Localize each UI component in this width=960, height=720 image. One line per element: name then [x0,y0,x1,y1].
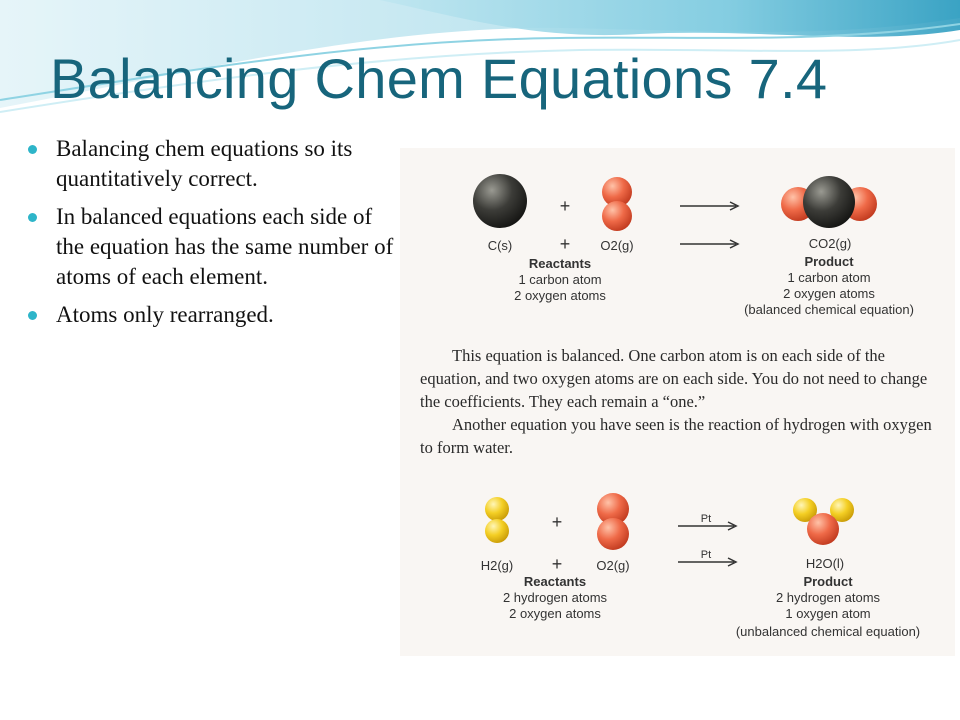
oxygen-atom-icon [807,513,839,545]
product-formula-label: CO2(g) [808,236,852,251]
reactants-heading: Reactants [528,256,592,271]
oxygen-formula-label: O2(g) [596,558,630,573]
hydrogen-atom-icon [485,519,509,543]
bullet-item: Atoms only rearranged. [26,300,396,330]
product-heading: Product [804,254,854,269]
carbon-atom-icon [803,176,855,228]
oxygen-atom-icon [602,201,632,231]
carbon-atom-icon [473,174,527,228]
bullet-list [26,134,396,338]
slide-title: Balancing Chem Equations 7.4 [50,47,828,110]
product-line: 1 carbon atom [787,270,871,285]
caption-paragraph: This equation is balanced. One carbon atom is on each side of the equation, and two oxygen atoms are on each side. You do not need to change the coefficients. They each remain a “one.” [420,346,928,411]
product-formula-label: H2O(l) [805,556,845,571]
product-heading: Product [803,574,853,589]
carbon-formula-label: C(s) [487,238,513,253]
textbook-figure [400,148,955,656]
plus-sign: + [559,196,571,216]
bullet-item: In balanced equations each side of the equation has the same number of atoms of each element. [26,202,396,292]
oxygen-atom-icon [597,518,629,550]
product-line: 2 oxygen atoms [783,286,875,301]
oxygen-formula-label: O2(g) [600,238,634,253]
bullet-item: Balancing chem equations so its quantitatively correct. [26,134,396,194]
product-note: (balanced chemical equation) [744,302,914,317]
figure-caption [420,344,940,459]
hydrogen-atom-icon [485,497,509,521]
reactants-line: 2 hydrogen atoms [502,590,608,605]
product-note: (unbalanced chemical equation) [735,624,921,639]
reactants-line: 1 carbon atom [518,272,602,287]
reactants-line: 2 oxygen atoms [509,606,601,621]
plus-sign: + [559,234,571,254]
reaction-arrow-icon [680,240,738,248]
reactants-heading: Reactants [523,574,587,589]
hydrogen-formula-label: H2(g) [480,558,514,573]
product-line: 1 oxygen atom [785,606,871,621]
catalyst-label: Pt [700,513,712,525]
plus-sign: + [551,554,563,574]
plus-sign: + [551,512,563,532]
product-line: 2 hydrogen atoms [775,590,881,605]
reaction-arrow-icon [680,202,738,210]
reactants-line: 2 oxygen atoms [514,288,606,303]
caption-paragraph: Another equation you have seen is the reaction of hydrogen with oxygen to form water. [420,415,932,457]
catalyst-label: Pt [700,549,712,561]
